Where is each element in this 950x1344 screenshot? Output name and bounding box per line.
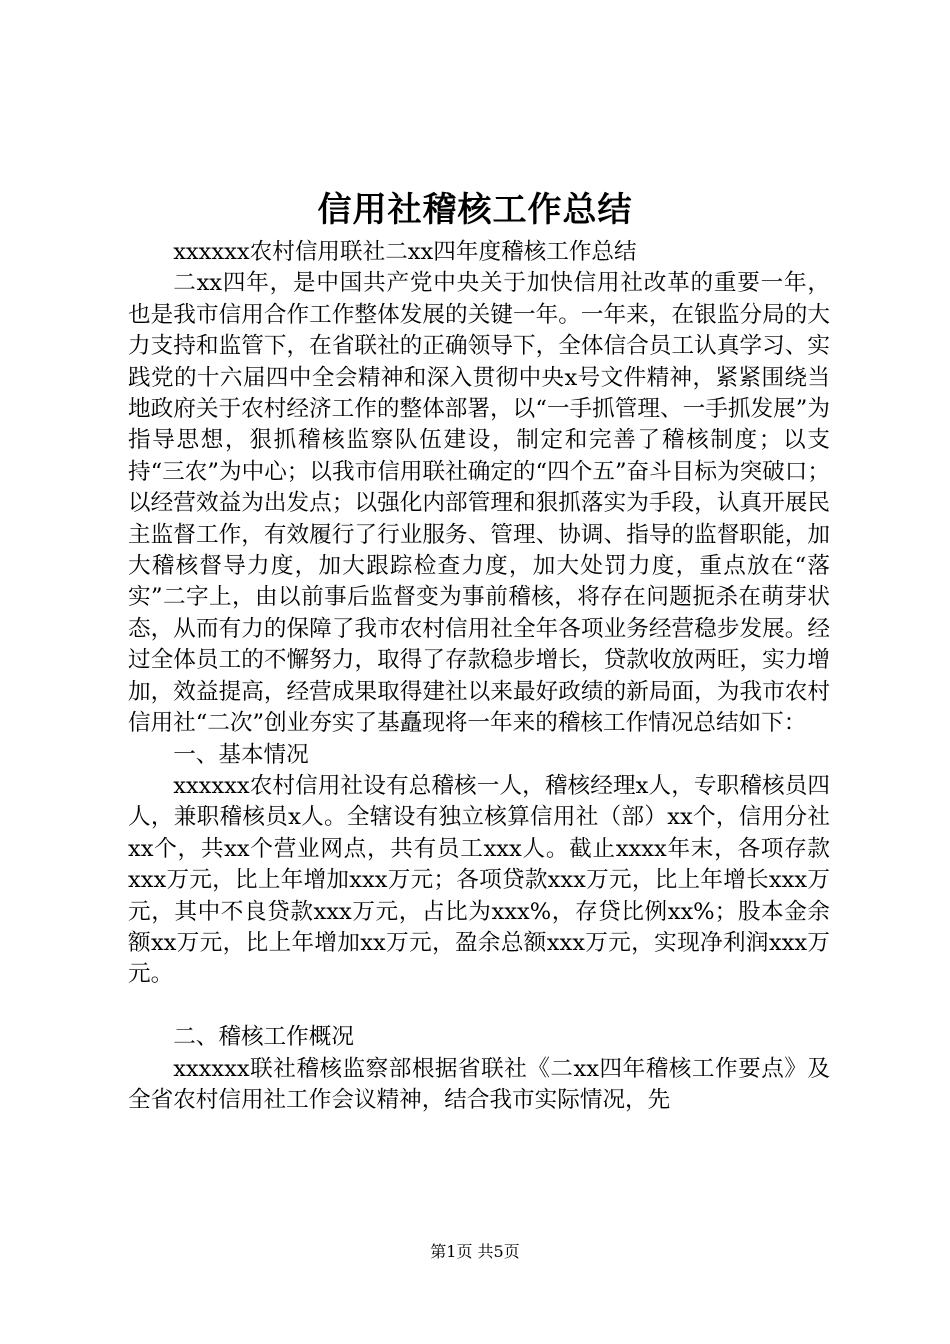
document-body [128,237,830,1116]
section-heading-basic: 一、基本情况 [173,741,309,768]
paragraph-basic-info: xxxxxx农村信用社设有总稽核一人，稽核经理x人，专职稽核员四人，兼职稽核员x人。全辖设有独立核算信用社（部）xx个，信用分社xx个，共xx个营业网点，共有员工xxx人。截止xxxx年末，各项存款xxx万元，比上年增加xxx万元；各项贷款xxx万元，比上年增长xxx万元，其中不良贷款xxx万元，占比为xxx%，存贷比例xx%；股本金余额xx万元，比上年增加xx万元，盈余总额xxx万元，实现净利润xxx万元。 [128,772,830,988]
document-title: 信用社稽核工作总结 [317,190,633,230]
page-footer: 第1页 共5页 [430,1242,520,1261]
section-heading-overview: 二、稽核工作概况 [173,1024,354,1051]
paragraph-subtitle: xxxxxx农村信用联社二xx四年度稽核工作总结 [173,239,637,265]
paragraph-overview: xxxxxx联社稽核监察部根据省联社《二xx四年稽核工作要点》及全省农村信用社工作会议精神，结合我市实际情况，先 [128,1055,830,1113]
paragraph-intro: 二xx四年，是中国共产党中央关于加快信用社改革的重要一年，也是我市信用合作工作整体发展的关键一年。一年来，在银监分局的大力支持和监管下，在省联社的正确领导下，全体信合员工认真学习、实践党的十六届四中全会精神和深入贯彻中央x号文件精神，紧紧围绕当地政府关于农村经济工作的整体部署，以“一手抓管理、一手抓发展”为指导思想，狠抓稽核监察队伍建设，制定和完善了稽核制度；以支持“三农”为中心；以我市信用联社确定的“四个五”奋斗目标为突破口；以经营效益为出发点；以强化内部管理和狠抓落实为手段，认真开展民主监督工作，有效履行了行业服务、管理、协调、指导的监督职能，加大稽核督导力度，加大跟踪检查力度，加大处罚力度，重点放在“落实”二字上，由以前事后监督变为事前稽核，将存在问题扼杀在萌芽状态，从而有力的保障了我市农村信用社全年各项业务经营稳步发展。经过全体员工的不懈努力，取得了存款稳步增长，贷款收放两旺，实力增加，效益提高，经营成果取得建社以来最好政绩的新局面，为我市农村信用社“二次”创业夯实了基矗现将一年来的稽核工作情况总结如下： [128,270,830,737]
